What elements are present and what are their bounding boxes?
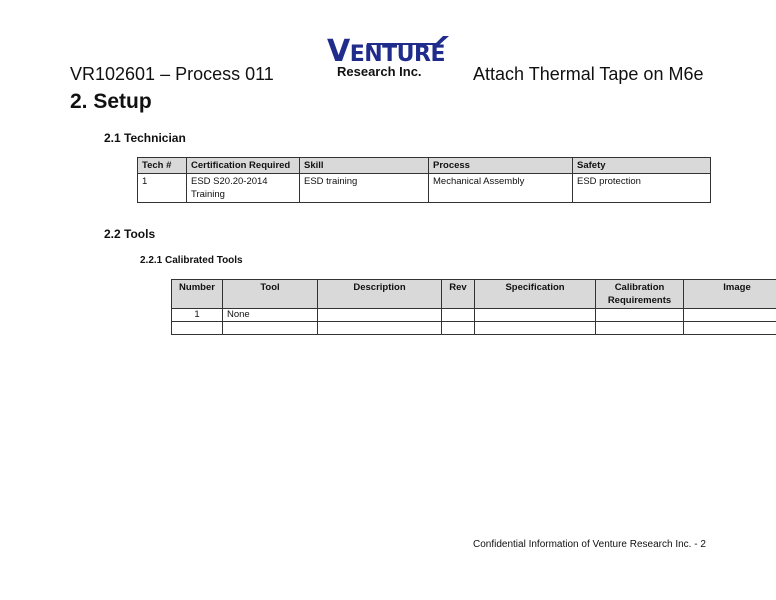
cell-calibration bbox=[596, 309, 684, 322]
col-certification: Certification Required bbox=[187, 158, 300, 174]
col-specification: Specification bbox=[475, 280, 596, 309]
cell-safety: ESD protection bbox=[573, 174, 711, 203]
company-logo bbox=[327, 34, 451, 84]
calibrated-tools-table bbox=[171, 279, 776, 335]
document-title: Attach Thermal Tape on M6e bbox=[473, 64, 704, 84]
cell-specification bbox=[475, 322, 596, 335]
cell-calibration bbox=[596, 322, 684, 335]
cell-description bbox=[318, 322, 442, 335]
cell-certification: ESD S20.20-2014 Training bbox=[187, 174, 300, 203]
document-id: VR102601 – Process 011 bbox=[70, 64, 274, 84]
cell-skill: ESD training bbox=[300, 174, 429, 203]
section-heading: 2. Setup bbox=[70, 90, 152, 113]
table-header-row bbox=[172, 280, 776, 309]
col-calibration-requirements: Calibration Requirements bbox=[596, 280, 684, 309]
col-rev: Rev bbox=[442, 280, 475, 309]
cell-tool bbox=[223, 322, 318, 335]
table-row bbox=[172, 322, 776, 335]
cell-image bbox=[684, 322, 776, 335]
logo-initial: V bbox=[327, 34, 350, 69]
technician-heading: 2.1 Technician bbox=[104, 131, 186, 145]
cell-number: 1 bbox=[172, 309, 223, 322]
cell-rev bbox=[442, 322, 475, 335]
logo-subtitle: Research Inc. bbox=[337, 64, 422, 79]
col-process: Process bbox=[429, 158, 573, 174]
col-tool: Tool bbox=[223, 280, 318, 309]
cell-description bbox=[318, 309, 442, 322]
logo-rest: ENTURE bbox=[349, 42, 445, 67]
footer-confidential: Confidential Information of Venture Research Inc. - 2 bbox=[473, 539, 706, 550]
table-row bbox=[172, 309, 776, 322]
calibrated-tools-heading: 2.2.1 Calibrated Tools bbox=[140, 255, 243, 266]
table-header-row bbox=[138, 158, 711, 174]
cell-tech-number: 1 bbox=[138, 174, 187, 203]
cell-number bbox=[172, 322, 223, 335]
cell-process: Mechanical Assembly bbox=[429, 174, 573, 203]
col-description: Description bbox=[318, 280, 442, 309]
col-number: Number bbox=[172, 280, 223, 309]
cell-tool: None bbox=[223, 309, 318, 322]
col-image: Image bbox=[684, 280, 776, 309]
cell-specification bbox=[475, 309, 596, 322]
cell-rev bbox=[442, 309, 475, 322]
col-safety: Safety bbox=[573, 158, 711, 174]
col-tech-number: Tech # bbox=[138, 158, 187, 174]
col-skill: Skill bbox=[300, 158, 429, 174]
cell-image bbox=[684, 309, 776, 322]
table-row bbox=[138, 174, 711, 203]
tools-heading: 2.2 Tools bbox=[104, 227, 156, 241]
technician-table bbox=[137, 157, 711, 203]
